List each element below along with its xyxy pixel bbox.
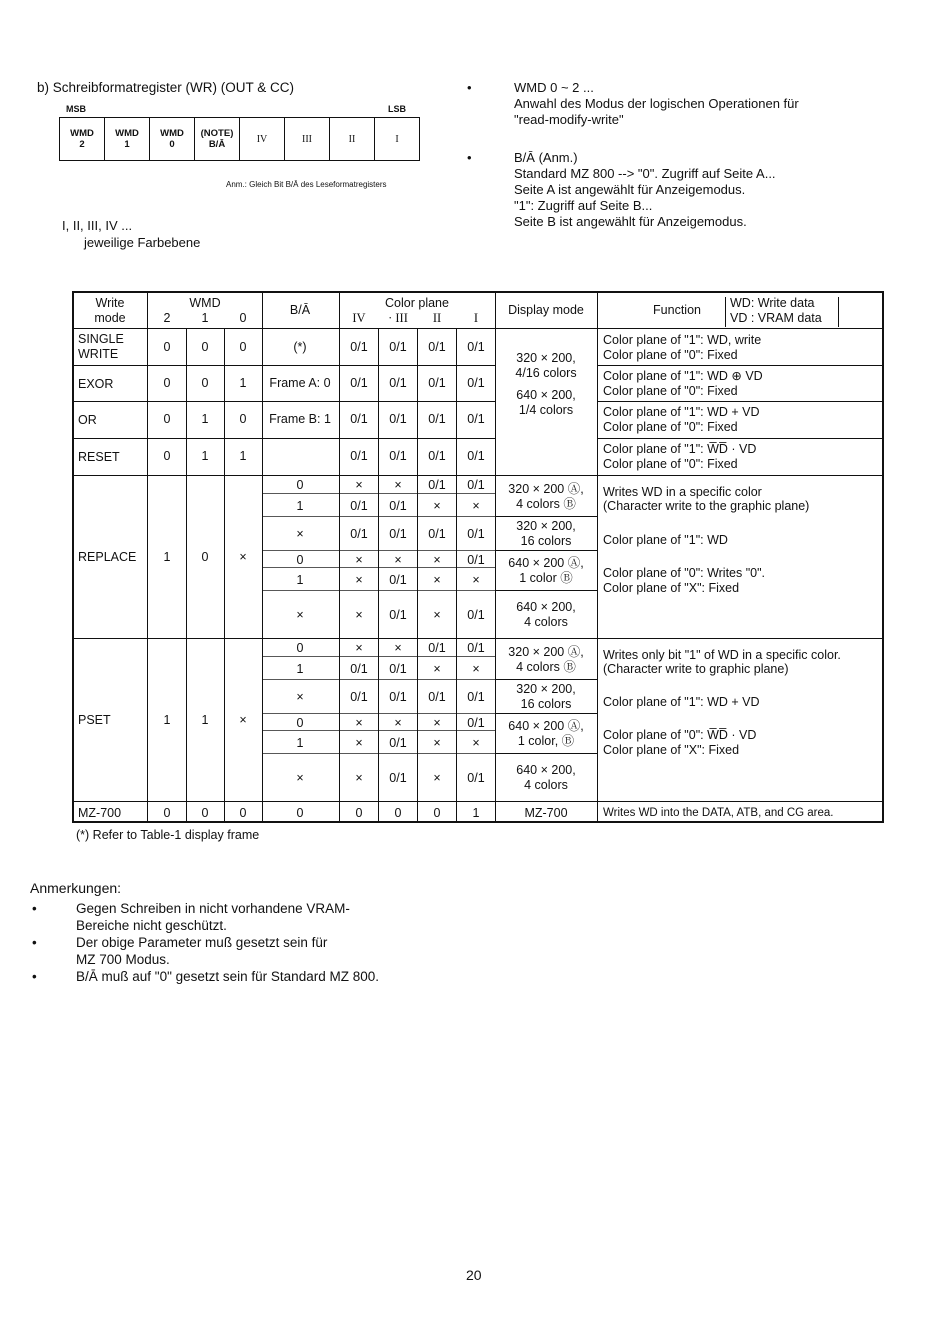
mode-reset: RESET [78,450,120,464]
display-rule [495,590,597,591]
mz700-cp: 1 [472,806,480,820]
ba-cell: (*) [293,340,307,354]
replace-plane-cell: × [355,478,363,492]
replace-plane-cell: 0/1 [467,527,485,541]
color-plane-cell: 0/1 [467,412,485,426]
lsb-label: LSB [388,104,406,114]
function-line: Color plane of "1": W̅D̅ · VD [603,442,757,456]
pset-plane-cell: × [472,661,480,676]
pset-plane-cell: × [472,735,480,750]
bullet-dot: • [467,150,472,165]
color-plane-cell: 0/1 [467,340,485,354]
display-rule [495,713,597,714]
replace-func-c1: Color plane of "0": Writes "0". [603,566,766,580]
color-plane-cell: 0/1 [350,412,368,426]
register-cell: (NOTE) B/Ā [195,118,240,161]
function-line: Color plane of "0": Fixed [603,348,738,362]
wmd-note: WMD 0 ~ 2 ... Anwahl des Modus der logischen Operationen für "read-modify-write" [514,80,799,127]
pset-plane-cell: × [355,735,363,750]
mz700-func: Writes WD into the DATA, ATB, and CG area. [603,807,834,819]
pset-plane-cell: 0/1 [467,771,485,785]
replace-ba-cell: 0 [296,478,304,492]
col-rule [339,291,340,823]
pset-plane-cell: × [355,771,363,785]
display-mode-line: 640 × 200 Ⓐ, [508,556,584,570]
pset-ba-cell: 1 [296,661,304,676]
display-mode-line: 640 × 200, [516,600,576,614]
row-rule [72,365,339,366]
register-cell: IV [240,118,285,161]
pset-plane-cell: × [433,735,441,750]
row-rule [597,438,884,439]
display-mode-line: 1 color, Ⓑ [517,734,575,748]
mz700-wmd0: 0 [239,806,247,820]
msb-label: MSB [66,104,86,114]
pset-plane-cell: 0/1 [467,715,485,730]
display-mode-line: 4 colors [524,778,568,792]
header-write: Write [95,296,125,310]
notes-title: Anmerkungen: [30,880,122,896]
ba-cell: Frame B: 1 [269,412,331,426]
pset-ba-cell: 0 [296,715,304,730]
col-rule [597,291,598,823]
replace-ba-cell: × [296,608,304,622]
col-rule [456,329,457,823]
col-rule [224,329,225,823]
register-cell: II [330,118,375,161]
sub-row-rule [262,493,495,494]
replace-wmd0: × [239,550,247,564]
header-plane-iv: IV [352,311,366,325]
mz700-cp: 0 [355,806,363,820]
pset-wmd2: 1 [163,713,171,727]
bullet-dot: • [467,80,472,95]
pset-func-a1: Writes only bit "1" of WD in a specific color. [603,648,841,662]
header-plane-iii: · III [388,311,408,325]
register-cell: III [285,118,330,161]
header-rule [72,328,884,329]
table-border [72,291,884,293]
header-wmd-1: 1 [201,311,209,325]
function-line: Color plane of "0": Fixed [603,420,738,434]
replace-ba-cell: 1 [296,498,304,513]
replace-plane-cell: × [355,572,363,587]
page-number: 20 [466,1267,482,1283]
replace-plane-cell: × [394,552,402,567]
row-rule [597,401,884,402]
replace-plane-cell: 0/1 [389,572,407,587]
pset-plane-cell: 0/1 [389,690,407,704]
pset-wmd1: 1 [201,713,209,727]
display-rule [495,550,597,551]
replace-wmd2: 1 [163,550,171,564]
display-mode-line: 4 colors [524,615,568,629]
replace-plane-cell: × [433,608,441,622]
color-plane-cell: 0/1 [389,340,407,354]
register-footnote: Anm.: Gleich Bit B/Ā des Leseformatregisters [226,180,387,189]
ba-note: B/Ā (Anm.) Standard MZ 800 --> "0". Zugriff auf Seite A... Seite A ist angewählt für Anzeigemodus. "1": Zugriff auf Seite B... Seite B ist angewählt für Anzeigemodus. [514,150,776,229]
register-cell: I [375,118,420,161]
replace-plane-cell: 0/1 [389,527,407,541]
display-mode-line: 16 colors [520,697,572,711]
replace-plane-cell: × [472,498,480,513]
sub-row-rule [262,753,495,754]
pset-plane-cell: × [394,641,402,655]
section-heading: b) Schreibformatregister (WR) (OUT & CC) [37,80,295,95]
table-border [72,291,74,823]
wmd2-cell: 0 [163,340,171,354]
wmd1-cell: 0 [201,376,209,390]
pset-plane-cell: 0/1 [428,641,446,655]
function-line: Color plane of "0": Fixed [603,457,738,471]
sub-row-rule [262,590,495,591]
display-rule [495,516,597,517]
pset-plane-cell: × [394,715,402,730]
replace-plane-cell: 0/1 [389,608,407,622]
display-rule [495,679,597,680]
row-rule [339,365,495,366]
display-mode-line: 640 × 200, [516,763,576,777]
wmd0-cell: 0 [239,340,247,354]
wmd2-cell: 0 [163,449,171,463]
pset-ba-cell: × [296,690,304,704]
pset-plane-cell: × [433,715,441,730]
top-disp-line: 640 × 200, [516,388,576,402]
color-plane-cell: 0/1 [350,449,368,463]
bracket-line [725,297,726,327]
replace-plane-cell: × [433,572,441,587]
pset-plane-cell: 0/1 [389,735,407,750]
pset-plane-cell: 0/1 [467,690,485,704]
header-color-plane: Color plane [385,296,449,310]
mode-exor: EXOR [78,377,114,391]
pset-plane-cell: 0/1 [428,690,446,704]
replace-plane-cell: × [472,572,480,587]
legend-wd: WD: Write data [730,296,815,310]
col-rule [417,329,418,823]
replace-wmd1: 0 [201,550,209,564]
pset-plane-cell: 0/1 [389,771,407,785]
pset-func-c2: Color plane of "X": Fixed [603,743,740,757]
replace-plane-cell: × [355,552,363,567]
header-wmd-2: 2 [163,311,171,325]
sub-row-rule [262,713,495,714]
mz700-wmd2: 0 [163,806,171,820]
sub-row-rule [262,679,495,680]
pset-ba-cell: 0 [296,641,304,655]
pset-ba-cell: × [296,771,304,785]
wmd0-cell: 0 [239,412,247,426]
pset-func-a2: (Character write to graphic plane) [603,662,789,676]
mode-mz700: MZ-700 [78,806,122,820]
display-mode-line: 320 × 200 Ⓐ, [508,481,584,496]
ba-cell: Frame A: 0 [269,376,331,390]
header-wmd: WMD [189,296,221,310]
wmd0-cell: 1 [239,449,247,463]
sub-row-rule [262,516,495,517]
row-rule [339,438,495,439]
color-plane-cell: 0/1 [389,412,407,426]
header-mode: mode [94,311,126,325]
replace-plane-cell: 0/1 [467,552,485,567]
section-rule [72,801,884,802]
table-footnote: (*) Refer to Table-1 display frame [76,828,260,842]
col-rule [495,291,496,823]
col-rule [262,291,263,823]
wmd1-cell: 1 [201,412,209,426]
pset-plane-cell: × [433,661,441,676]
wmd2-cell: 0 [163,412,171,426]
display-mode-line: 320 × 200 Ⓐ, [508,644,584,659]
col-rule [378,329,379,823]
replace-plane-cell: 0/1 [350,498,368,513]
pset-func-b1: Color plane of "1": WD + VD [603,695,760,709]
color-plane-cell: 0/1 [428,449,446,463]
color-plane-cell: 0/1 [428,376,446,390]
replace-plane-cell: × [355,608,363,622]
replace-plane-cell: 0/1 [428,478,446,492]
sub-row-rule [262,567,495,568]
replace-func-b1: Color plane of "1": WD [603,533,728,547]
register-cell: WMD 2 [60,118,105,161]
col-rule [186,329,187,823]
replace-ba-cell: 0 [296,552,304,567]
color-plane-cell: 0/1 [428,340,446,354]
wmd2-cell: 0 [163,376,171,390]
list-item: • B/Ā muß auf "0" gesetzt sein für Standard MZ 800. [32,969,379,984]
register-diagram [59,117,420,161]
sub-row-rule [262,656,495,657]
row-rule [72,438,339,439]
mz700-wmd1: 0 [201,806,209,820]
replace-plane-cell: × [433,498,441,513]
color-plane-cell: 0/1 [389,376,407,390]
color-plane-cell: 0/1 [389,449,407,463]
pset-plane-cell: 0/1 [350,661,368,676]
replace-func-a2: (Character write to the graphic plane) [603,499,810,513]
replace-plane-cell: × [433,552,441,567]
wmd1-cell: 1 [201,449,209,463]
replace-ba-cell: 1 [296,572,304,587]
function-line: Color plane of "0": Fixed [603,384,738,398]
color-plane-cell: 0/1 [467,449,485,463]
pset-plane-cell: × [355,641,363,655]
header-function: Function [653,303,701,317]
mode-replace: REPLACE [78,550,137,564]
mz700-cp: 0 [394,806,402,820]
bracket-line [838,297,839,327]
mode-pset: PSET [78,713,111,727]
list-item: • Der obige Parameter muß gesetzt sein für MZ 700 Modus. [32,935,328,967]
replace-plane-cell: 0/1 [428,527,446,541]
table-border [72,821,884,823]
replace-ba-cell: × [296,527,304,541]
display-mode-line: 640 × 200 Ⓐ, [508,719,584,733]
pset-func-c1: Color plane of "0": W̅D̅ · VD [603,728,757,742]
color-plane-note: I, II, III, IV ... jeweilige Farbebene [62,218,201,250]
replace-plane-cell: 0/1 [389,498,407,513]
pset-plane-cell: × [355,715,363,730]
write-mode-table [72,291,884,823]
display-rule [495,753,597,754]
header-wmd-0: 0 [239,311,247,325]
wmd0-cell: 1 [239,376,247,390]
row-rule [339,401,495,402]
color-plane-cell: 0/1 [350,376,368,390]
replace-func-a1: Writes WD in a specific color [603,485,762,499]
mz700-disp: MZ-700 [524,806,568,820]
pset-plane-cell: 0/1 [467,641,485,655]
header-display-mode: Display mode [508,303,584,317]
register-cell: WMD 1 [105,118,150,161]
notes-list [30,900,379,985]
pset-plane-cell: 0/1 [350,690,368,704]
sub-row-rule [262,730,495,731]
mode-write: WRITE [78,347,119,361]
display-mode-line: 4 colors Ⓑ [516,659,576,674]
function-line: Color plane of "1": WD ⊕ VD [603,369,763,383]
col-rule [147,291,148,823]
header-plane-ii: II [432,311,442,325]
replace-plane-cell: 0/1 [467,478,485,492]
replace-plane-cell: 0/1 [467,608,485,622]
color-plane-cell: 0/1 [350,340,368,354]
register-cell: WMD 0 [150,118,195,161]
mz700-cp: 0 [433,806,441,820]
function-line: Color plane of "1": WD, write [603,333,762,347]
row-rule [597,365,884,366]
mz700-ba: 0 [296,806,304,820]
mode-single: SINGLE [78,332,124,346]
pset-plane-cell: × [433,771,441,785]
replace-plane-cell: 0/1 [350,527,368,541]
pset-plane-cell: 0/1 [389,661,407,676]
display-mode-line: 1 color Ⓑ [519,571,573,585]
mode-or: OR [78,413,97,427]
sub-row-rule [262,550,495,551]
color-plane-cell: 0/1 [428,412,446,426]
pset-ba-cell: 1 [296,735,304,750]
color-plane-cell: 0/1 [467,376,485,390]
header-ba: B/Ā [289,303,311,317]
list-item: • Gegen Schreiben in nicht vorhandene VRAM- Bereiche nicht geschützt. [32,901,350,933]
section-rule [72,475,884,476]
display-mode-line: 16 colors [520,534,572,548]
table-border [882,291,884,823]
display-mode-line: 320 × 200, [516,682,576,696]
section-rule [72,638,884,639]
display-mode-line: 320 × 200, [516,519,576,533]
row-rule [72,401,339,402]
function-line: Color plane of "1": WD + VD [603,405,760,419]
replace-plane-cell: × [394,478,402,492]
top-disp-line: 320 × 200, [516,351,576,365]
pset-wmd0: × [239,713,247,727]
wmd1-cell: 0 [201,340,209,354]
top-disp-line: 4/16 colors [515,366,577,380]
header-plane-i: I [473,311,479,325]
legend-vd: VD : VRAM data [730,311,822,325]
top-disp-line: 1/4 colors [518,403,574,417]
display-mode-line: 4 colors Ⓑ [516,496,576,511]
replace-func-c2: Color plane of "X": Fixed [603,581,740,595]
